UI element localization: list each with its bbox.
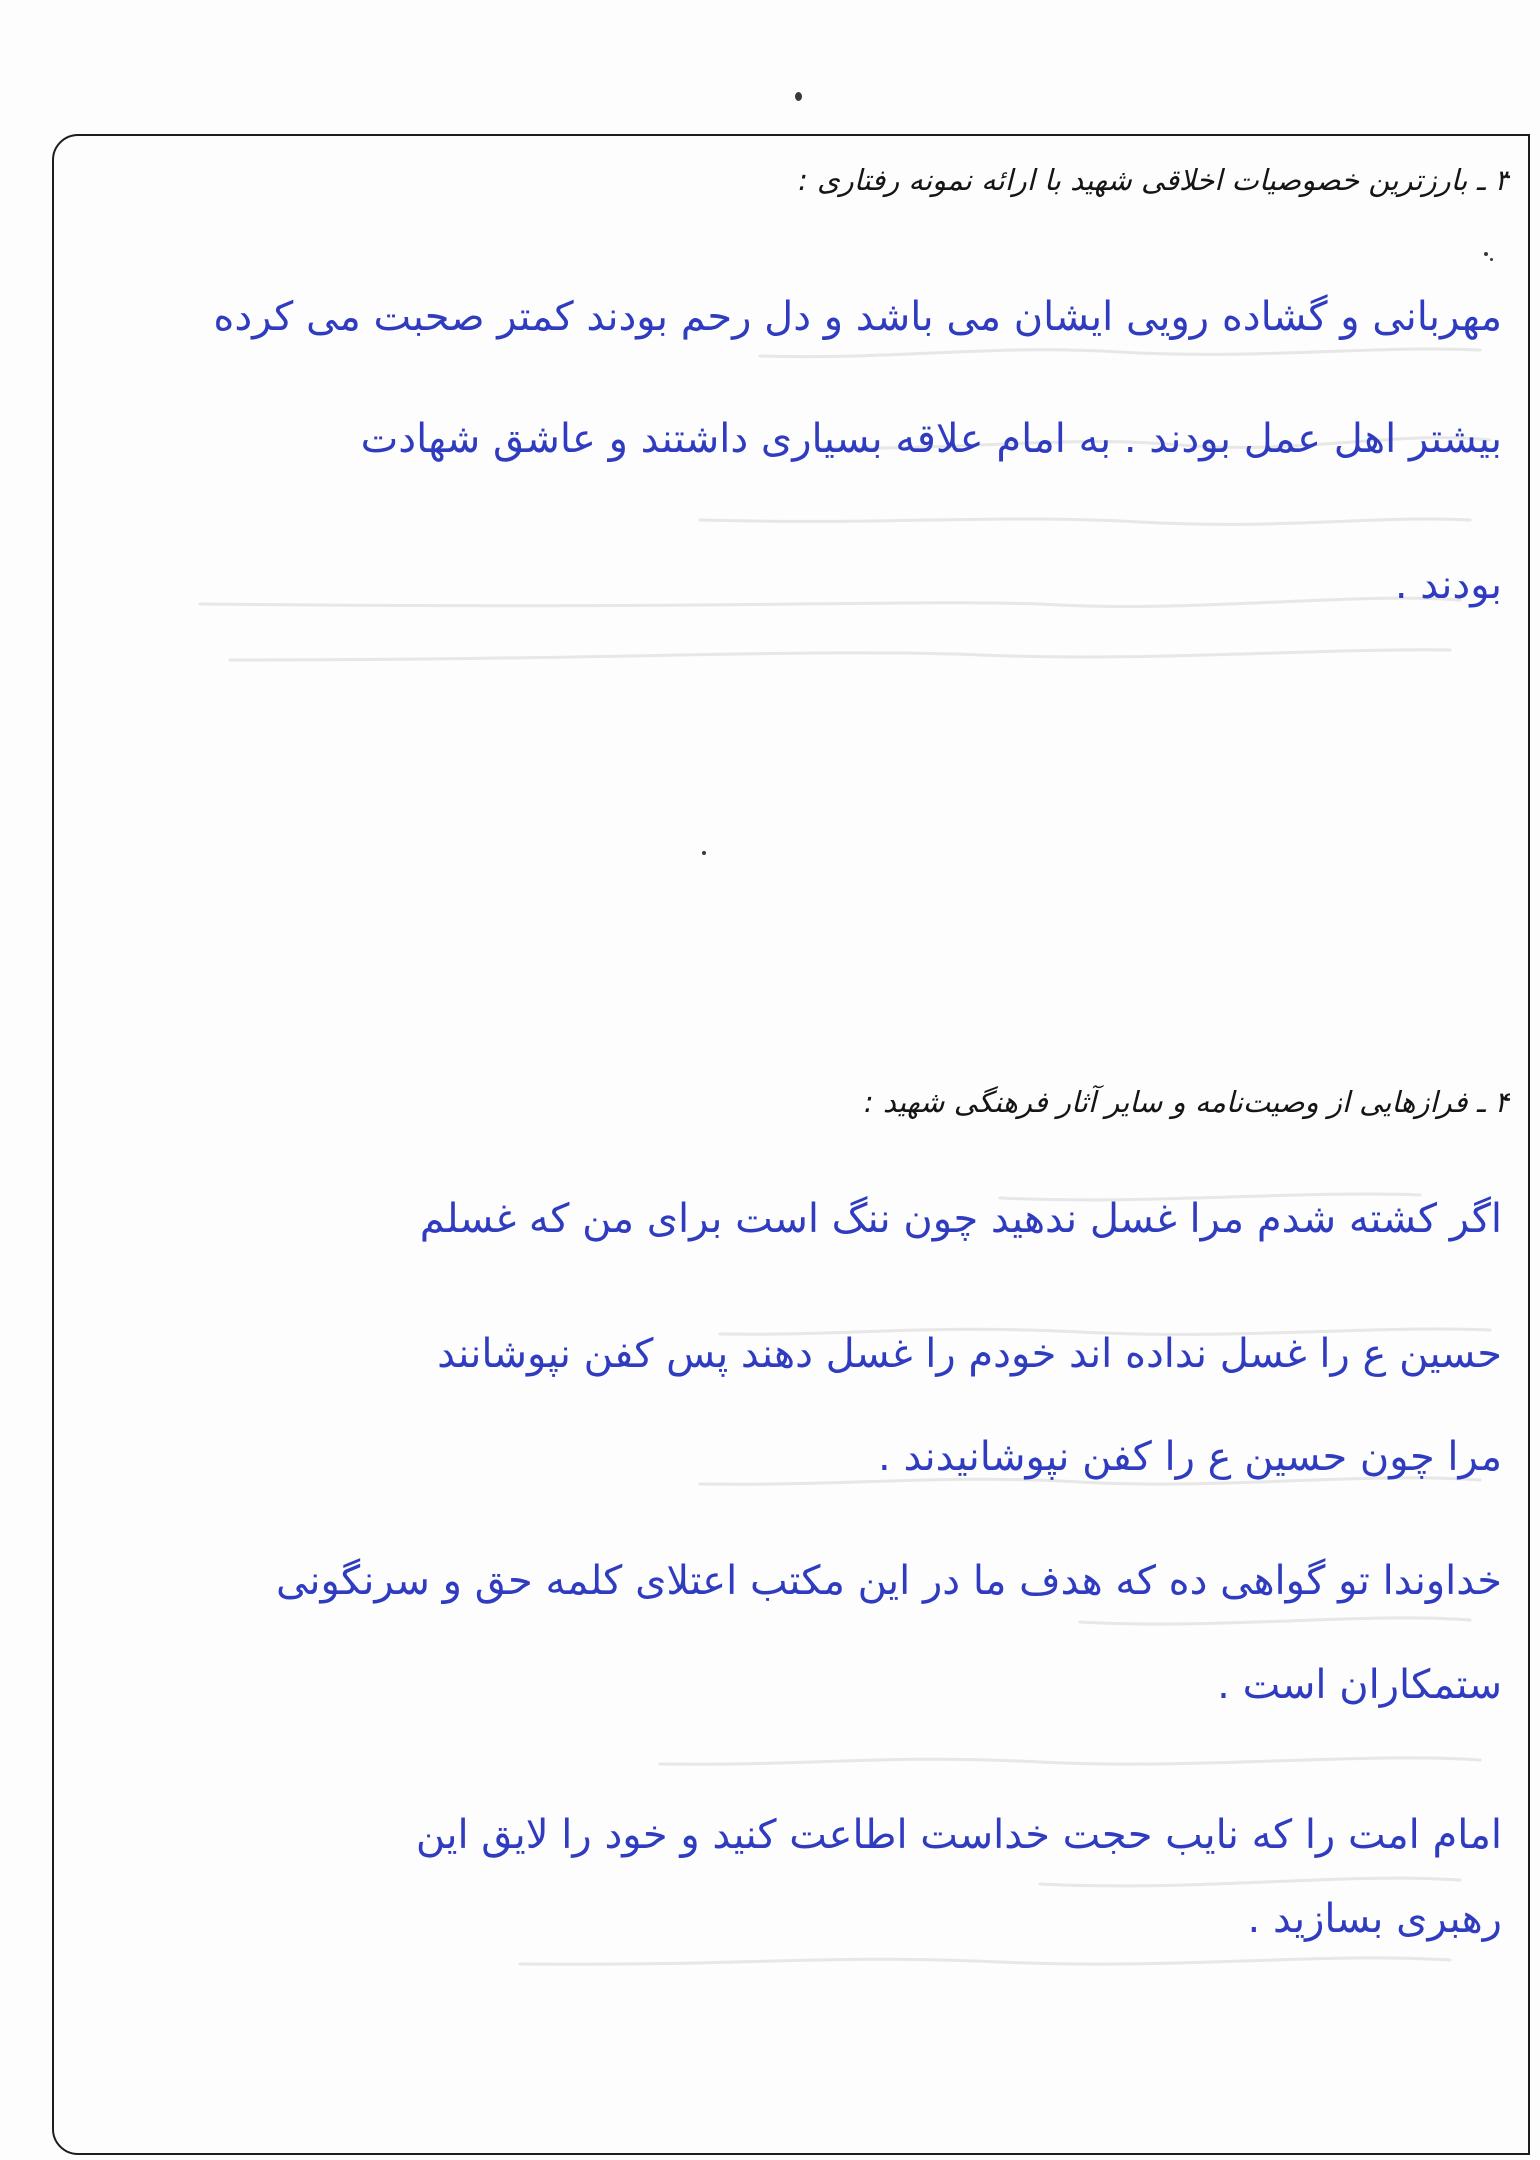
section-3-heading: ۳ ـ بارزترین خصوصیات اخلاقی شهید با ارائه نمونه رفتاری : xyxy=(798,163,1510,197)
handwritten-line: ستمکاران است . xyxy=(1217,1662,1502,1708)
handwritten-line: خداوندا تو گواهی ده که هدف ما در این مکتب اعتلای کلمه حق و سرنگونی xyxy=(276,1558,1502,1604)
handwritten-line: مرا چون حسین ع را کفن نپوشانیدند . xyxy=(878,1434,1502,1480)
ink-dot xyxy=(795,92,802,101)
section-4-heading: ۴ ـ فرازهایی از وصیت‌نامه و سایر آثار فرهنگی شهید : xyxy=(863,1085,1510,1119)
handwritten-line: امام امت را که نایب حجت خداست اطاعت کنید و خود را لایق این xyxy=(415,1812,1502,1858)
ink-dot xyxy=(1484,252,1488,256)
handwritten-line: حسین ع را غسل نداده اند خودم را غسل دهند پس کفن نپوشانند xyxy=(437,1331,1502,1377)
ink-dot xyxy=(1490,258,1493,261)
handwritten-line: مهربانی و گشاده رویی ایشان می باشد و دل رحم بودند کمتر صحبت می کرده xyxy=(213,294,1502,340)
handwritten-line: بیشتر اهل عمل بودند . به امام علاقه بسیاری داشتند و عاشق شهادت xyxy=(360,416,1502,462)
handwritten-line: بودند . xyxy=(1394,562,1502,608)
handwritten-line: اگر کشته شدم مرا غسل ندهید چون ننگ است برای من که غسلم xyxy=(419,1196,1502,1242)
ink-dot xyxy=(702,851,706,855)
handwritten-line: رهبری بسازید . xyxy=(1247,1896,1502,1942)
